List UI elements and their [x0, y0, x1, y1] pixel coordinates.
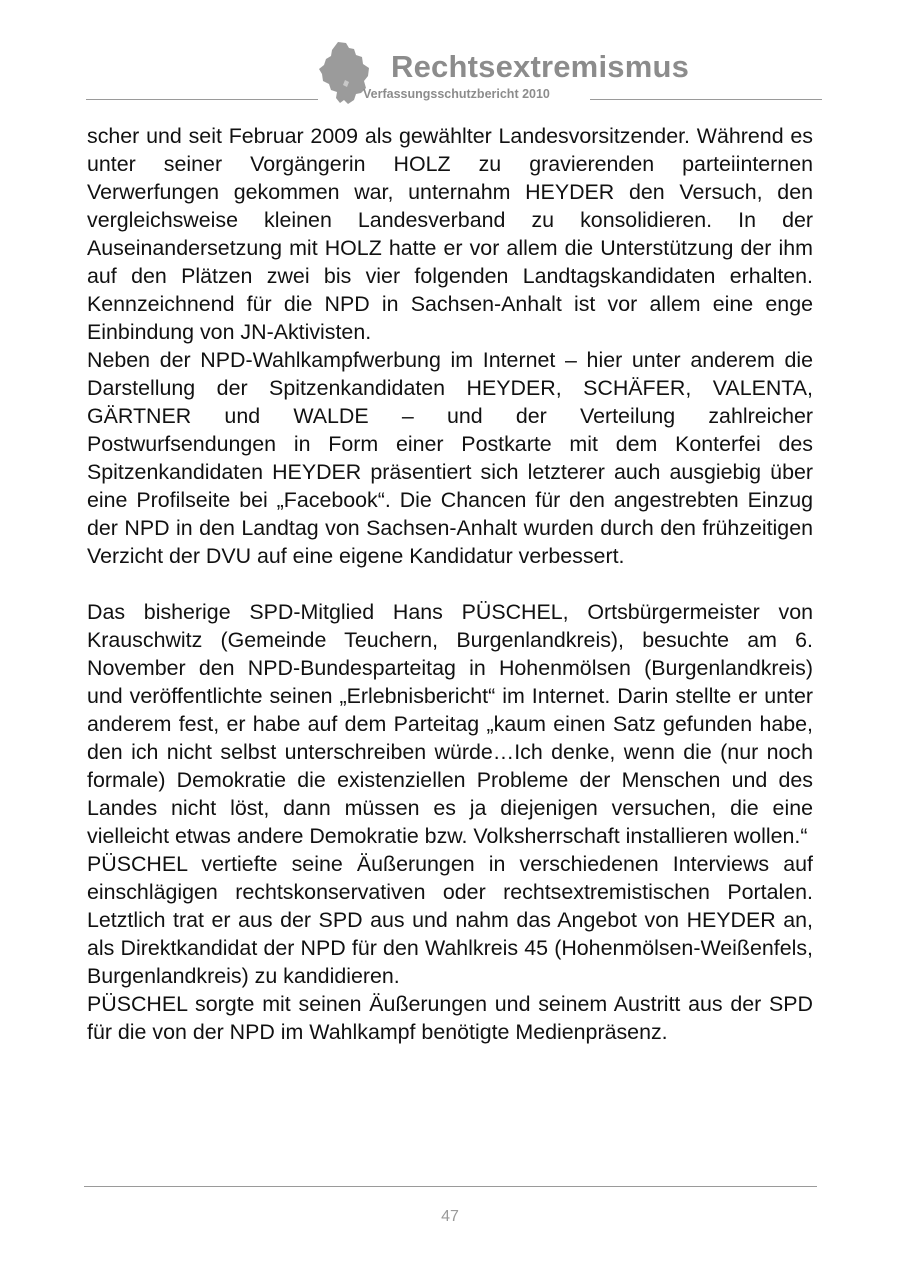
text-line: PÜSCHEL sorgte mit seinen Äußerungen und seinem Austritt aus	[87, 992, 731, 1016]
text-line: genlandkreis) und veröffentlichte seinen „Erlebnisbericht“ im Inter	[87, 656, 813, 708]
header-title: Rechtsextremismus	[391, 49, 690, 84]
text-line: Unterstützung der ihm auf den Plätzen zwei bis vier folgenden	[87, 236, 813, 288]
text-line: dieren. In der Auseinandersetzung mit HOLZ hatte er vor allem die	[87, 208, 813, 260]
text-line: Kandidatur verbessert.	[409, 544, 625, 568]
paragraph-gap	[87, 570, 813, 598]
paragraph-5	[87, 990, 813, 1046]
text-line: net. Darin stellte er unter anderem fest, er habe auf dem Parteitag	[87, 684, 813, 736]
footer-rule	[84, 1186, 817, 1187]
text-line: angestrebten Einzug der NPD in den Landtag von Sachsen-Anhalt	[87, 488, 813, 540]
text-line: auf einschlägigen rechtskonservativen oder rechtsextremistischen	[87, 852, 813, 904]
paragraph-4	[87, 850, 813, 990]
page-number: 47	[441, 1208, 459, 1225]
text-line: ausgiebig über eine Profilseite bei „Facebook“. Die Chancen für den	[87, 460, 813, 512]
text-line: „kaum einen Satz gefunden habe, den ich nicht selbst unterschrei	[87, 712, 814, 764]
text-line: wurden durch den frühzeitigen Verzicht der DVU auf eine eigene	[87, 516, 813, 568]
text-line: teiinternen Verwerfungen gekommen war, unternahm HEYDER den	[87, 152, 813, 204]
text-line: Portalen. Letztlich trat er aus der SPD aus und nahm das Angebot	[87, 880, 813, 932]
text-line: Versuch, den vergleichsweise kleinen Landesverband zu konsoli	[87, 180, 813, 232]
text-line: VALENTA, GÄRTNER und WALDE – und der Verteilung zahlrei	[87, 376, 813, 428]
text-line: des Spitzenkandidaten HEYDER präsentiert sich letzterer auch	[87, 432, 813, 484]
header-subtitle: Verfassungsschutzbericht 2010	[363, 87, 550, 101]
paragraph-3	[87, 598, 813, 850]
document-body	[87, 122, 813, 1046]
text-line: Neben der NPD-Wahlkampfwerbung im Internet – hier unter ande	[87, 348, 738, 372]
text-line: Während es unter seiner Vorgängerin HOLZ zu gravierenden par	[87, 124, 813, 176]
text-line: senz.	[616, 1020, 668, 1044]
text-line: von Krauschwitz (Gemeinde Teuchern, Burgenlandkreis), besuchte	[87, 600, 813, 652]
text-line: cher Postwurfsendungen in Form einer Postkarte mit dem Konterfei	[87, 404, 813, 456]
text-line: ben würde…Ich denke, wenn die (nur noch formale) Demokratie die	[87, 740, 813, 792]
text-line: Landtagskandidaten erhalten. Kennzeichnend für die NPD in Sach	[87, 264, 814, 316]
text-line: (Hohenmölsen-Weißenfels, Burgenlandkreis) zu kandidieren.	[87, 936, 813, 988]
text-line: scher und seit Februar 2009 als gewählter Landesvorsitzender.	[87, 124, 697, 148]
text-line: der SPD für die von der NPD im Wahlkampf benötigte Medienprä	[87, 992, 814, 1044]
text-line: Das bisherige SPD-Mitglied Hans PÜSCHEL, Ortsbürgermeister	[87, 600, 779, 624]
paragraph-1	[87, 122, 813, 346]
text-line: dann müssen es ja diejenigen versuchen, die eine vielleicht etwas	[87, 796, 814, 848]
text-line: am 6. November den NPD-Bundesparteitag in Hohenmölsen (Bur	[87, 628, 814, 680]
text-line: existenziellen Probleme der Menschen und des Landes nicht löst,	[87, 768, 813, 820]
text-line: rem die Darstellung der Spitzenkandidaten HEYDER, SCHÄFER,	[87, 348, 814, 400]
text-line: andere Demokratie bzw. Volksherrschaft installieren wollen.“	[236, 824, 808, 848]
text-line: von HEYDER an, als Direktkandidat der NPD für den Wahlkreis 45	[87, 908, 814, 960]
text-line: sen-Anhalt ist vor allem eine enge Einbindung von JN-Aktivisten.	[87, 292, 813, 344]
text-line: PÜSCHEL vertiefte seine Äußerungen in verschiedenen Interviews	[87, 852, 784, 876]
header-rule-right	[590, 99, 822, 100]
paragraph-2	[87, 346, 813, 570]
header-rule-left	[86, 99, 318, 100]
